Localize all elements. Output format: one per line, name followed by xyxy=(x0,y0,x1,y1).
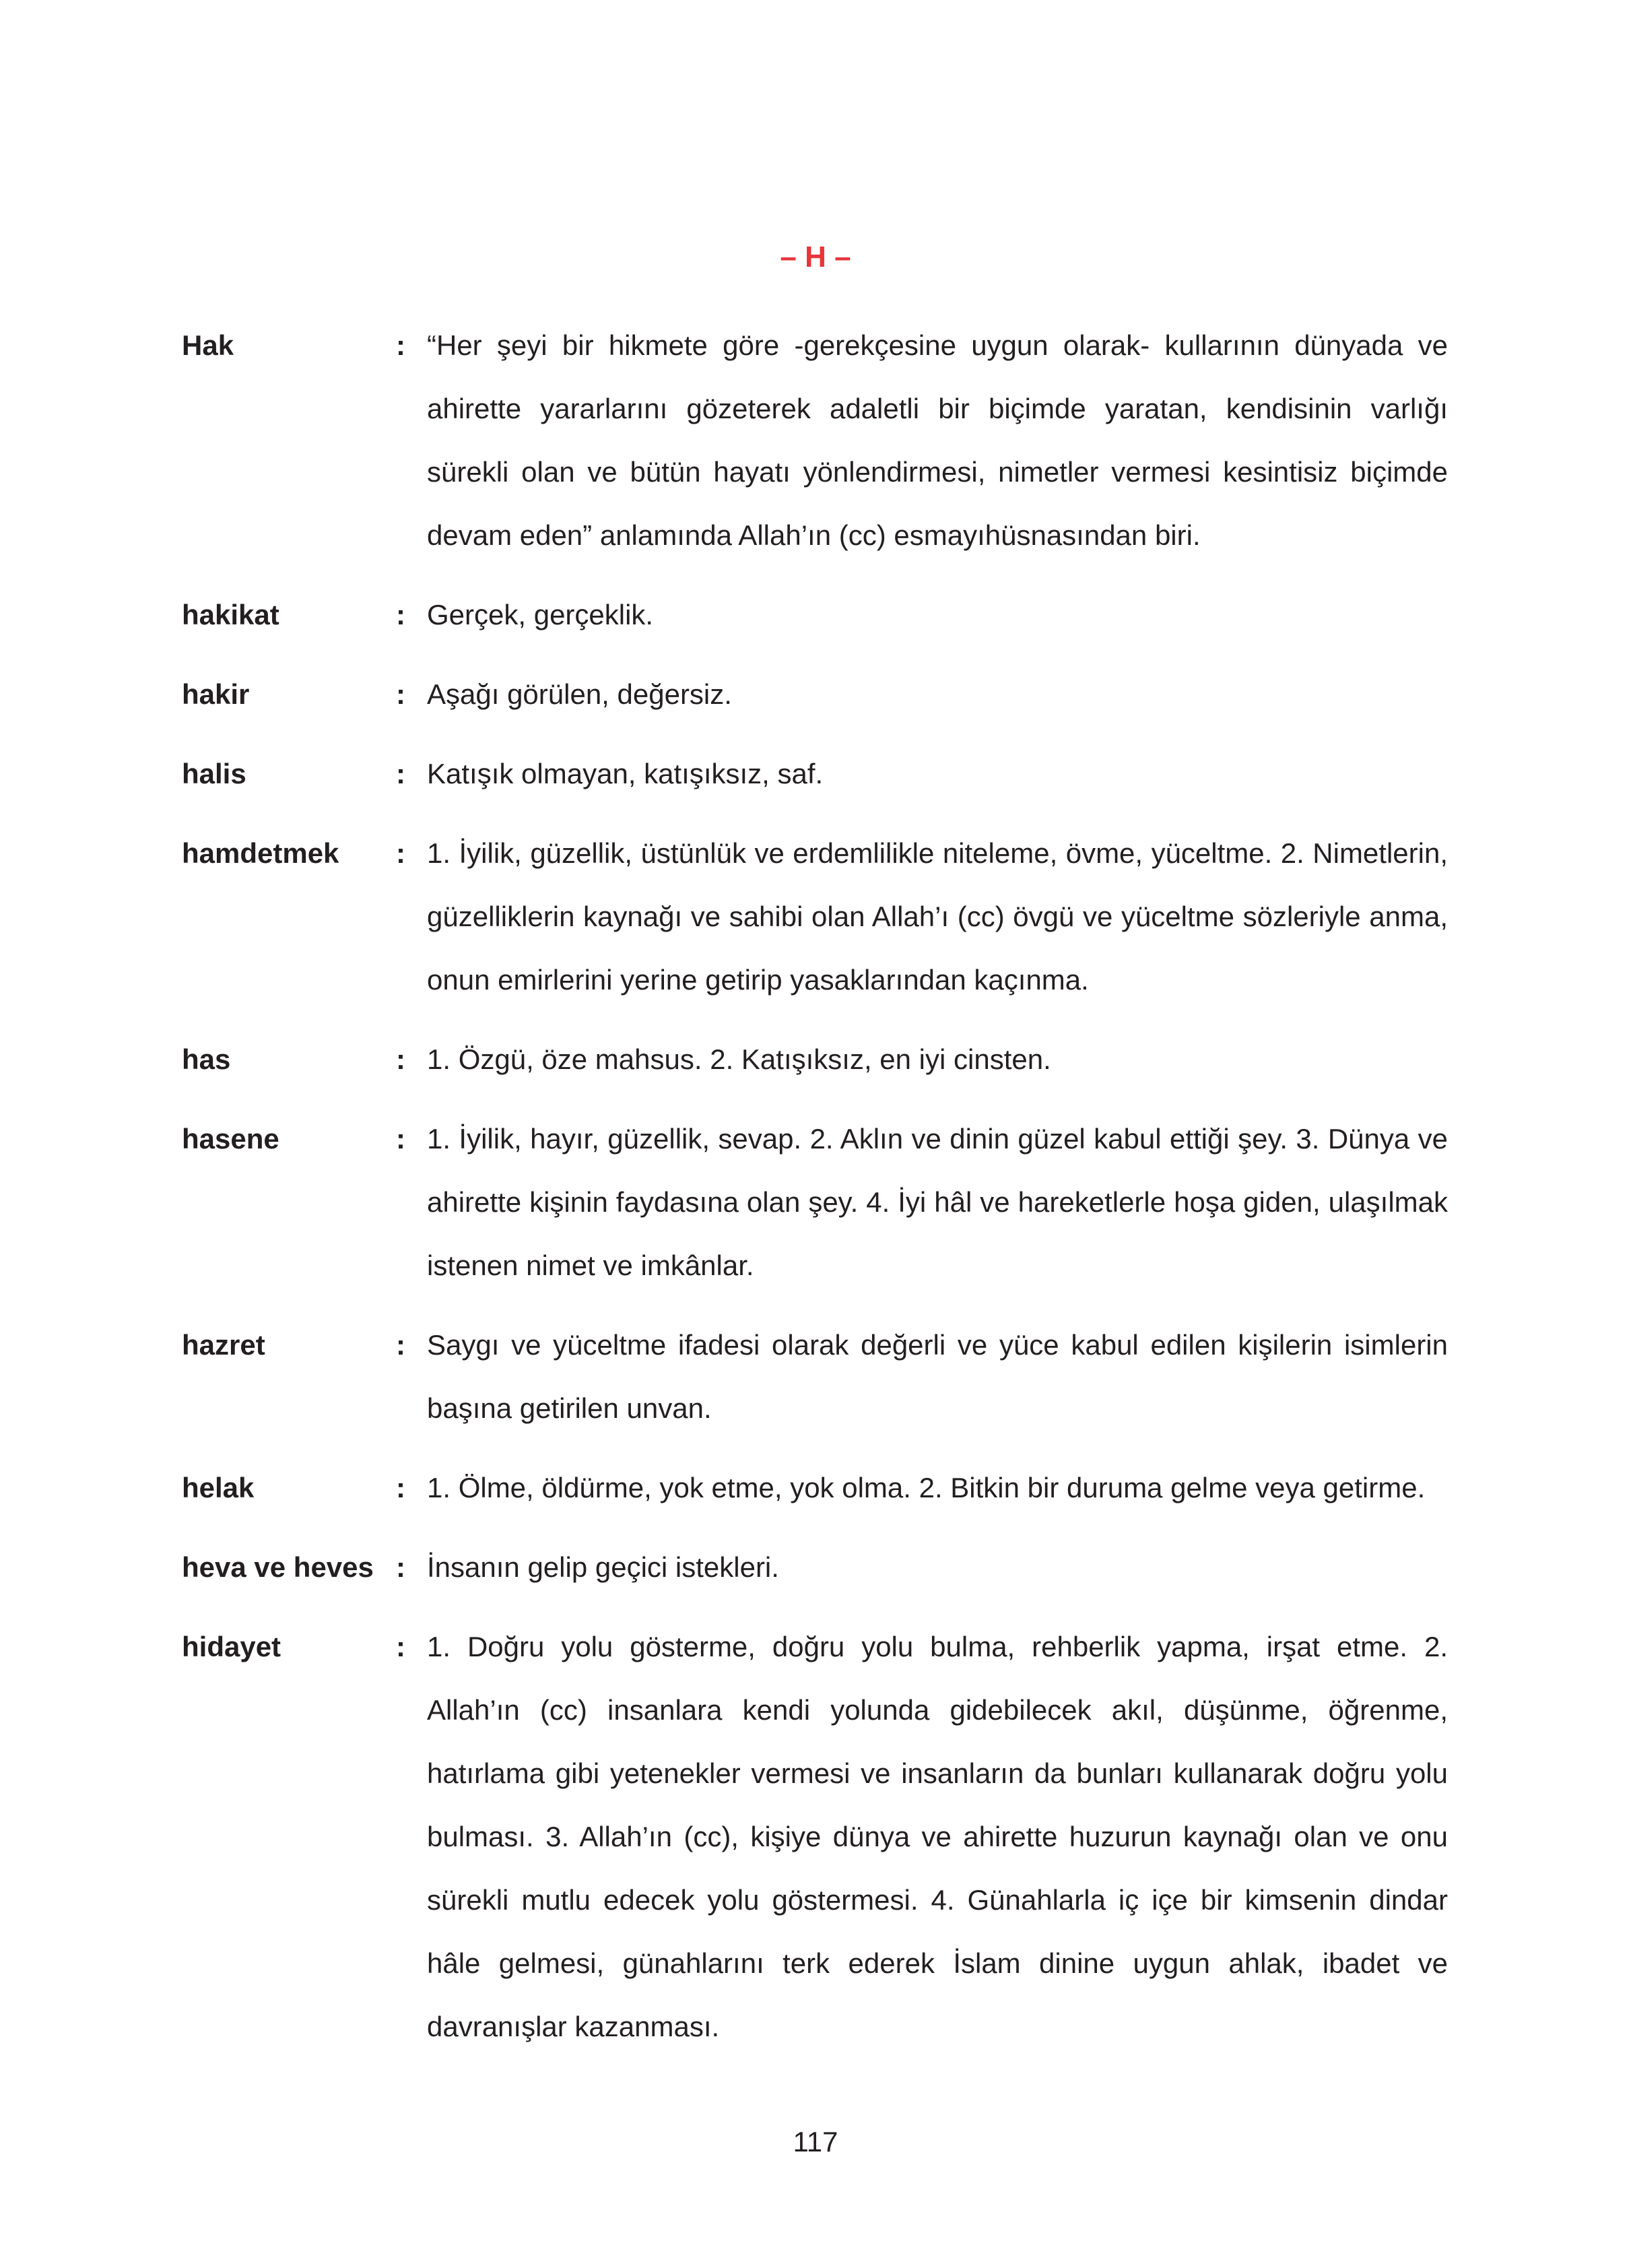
glossary-definition: “Her şeyi bir hikmete göre -gerekçesine uygun olarak- kullarının dünyada ve ahirette yararlarını gözeterek adaletli bir biçimde yaratan, kendisinin varlığı sürekli olan ve bütün hayatı yönlendirmesi, nimetler vermesi kesintisiz biçimde devam eden” anlamında Allah’ın (cc) esmayıhüsnasından biri. xyxy=(427,329,1448,551)
glossary-term: hamdetmek xyxy=(182,837,339,869)
glossary-entry xyxy=(182,1615,1448,2059)
colon-separator: : xyxy=(396,837,405,869)
section-heading: – H – xyxy=(780,240,851,273)
page-number: 117 xyxy=(793,2126,838,2158)
colon-separator: : xyxy=(396,329,405,361)
colon-separator: : xyxy=(396,1472,405,1503)
glossary-term: Hak xyxy=(182,329,234,361)
glossary-definition: Gerçek, gerçeklik. xyxy=(427,599,654,630)
colon-separator: : xyxy=(396,599,405,630)
glossary-definition: 1. İyilik, hayır, güzellik, sevap. 2. Aklın ve dinin güzel kabul ettiği şey. 3. Dünya ve ahirette kişinin faydasına olan şey. 4. İyi hâl ve hareketlerle hoşa giden, ulaşılmak istenen nimet ve imkânlar. xyxy=(427,1123,1448,1281)
glossary-entry xyxy=(182,822,1448,1012)
colon-separator: : xyxy=(396,1329,405,1361)
glossary-term: hazret xyxy=(182,1329,265,1361)
glossary-entry xyxy=(182,583,1448,647)
glossary-entry xyxy=(182,742,1448,806)
glossary-term: halis xyxy=(182,758,246,789)
colon-separator: : xyxy=(396,1043,405,1075)
glossary-term: heva ve heves xyxy=(182,1551,374,1583)
colon-separator: : xyxy=(396,758,405,789)
glossary-definition: 1. Ölme, öldürme, yok etme, yok olma. 2. Bitkin bir duruma gelme veya getirme. xyxy=(427,1472,1426,1503)
glossary-definition: 1. Doğru yolu gösterme, doğru yolu bulma, rehberlik yapma, irşat etme. 2. Allah’ın (cc) insanlara kendi yolunda gidebilecek akıl, düşünme, öğrenme, hatırlama gibi yetenekler vermesi ve insanların da bunları kullanarak doğru yolu bulması. 3. Allah’ın (cc), kişiye dünya ve ahirette huzurun kaynağı olan ve onu sürekli mutlu edecek yolu göstermesi. 4. Günahlarla iç içe bir kimsenin dindar hâle gelmesi, günahlarını terk ederek İslam dinine uygun ahlak, ibadet ve davranışlar kazanması. xyxy=(427,1631,1448,2042)
glossary-definition: İnsanın gelip geçici istekleri. xyxy=(427,1551,779,1583)
glossary-term: hidayet xyxy=(182,1631,281,1662)
glossary-term: hakikat xyxy=(182,599,279,630)
glossary-entry xyxy=(182,1456,1448,1520)
glossary-term: hasene xyxy=(182,1123,279,1155)
glossary-term: hakir xyxy=(182,678,250,710)
glossary-entry xyxy=(182,1107,1448,1297)
colon-separator: : xyxy=(396,1123,405,1155)
glossary-definition: Saygı ve yüceltme ifadesi olarak değerli ve yüce kabul edilen kişilerin isimlerin başına getirilen unvan. xyxy=(427,1329,1448,1424)
glossary-definition: Katışık olmayan, katışıksız, saf. xyxy=(427,758,824,789)
glossary-entry xyxy=(182,1536,1448,1599)
glossary-entry xyxy=(182,1028,1448,1091)
glossary-definition: Aşağı görülen, değersiz. xyxy=(427,678,732,710)
glossary-term: has xyxy=(182,1043,231,1075)
glossary-entry xyxy=(182,1314,1448,1440)
glossary-definition: 1. Özgü, öze mahsus. 2. Katışıksız, en iyi cinsten. xyxy=(427,1043,1051,1075)
glossary-list xyxy=(182,314,1448,2059)
colon-separator: : xyxy=(396,678,405,710)
glossary-entry xyxy=(182,663,1448,726)
glossary-definition: 1. İyilik, güzellik, üstünlük ve erdemlilikle niteleme, övme, yüceltme. 2. Nimetlerin, güzelliklerin kaynağı ve sahibi olan Allah’ı (cc) övgü ve yüceltme sözleriyle anma, onun emirlerini yerine getirip yasaklarından kaçınma. xyxy=(427,837,1448,996)
colon-separator: : xyxy=(396,1551,405,1583)
glossary-term: helak xyxy=(182,1472,255,1503)
colon-separator: : xyxy=(396,1631,405,1662)
glossary-entry xyxy=(182,314,1448,567)
